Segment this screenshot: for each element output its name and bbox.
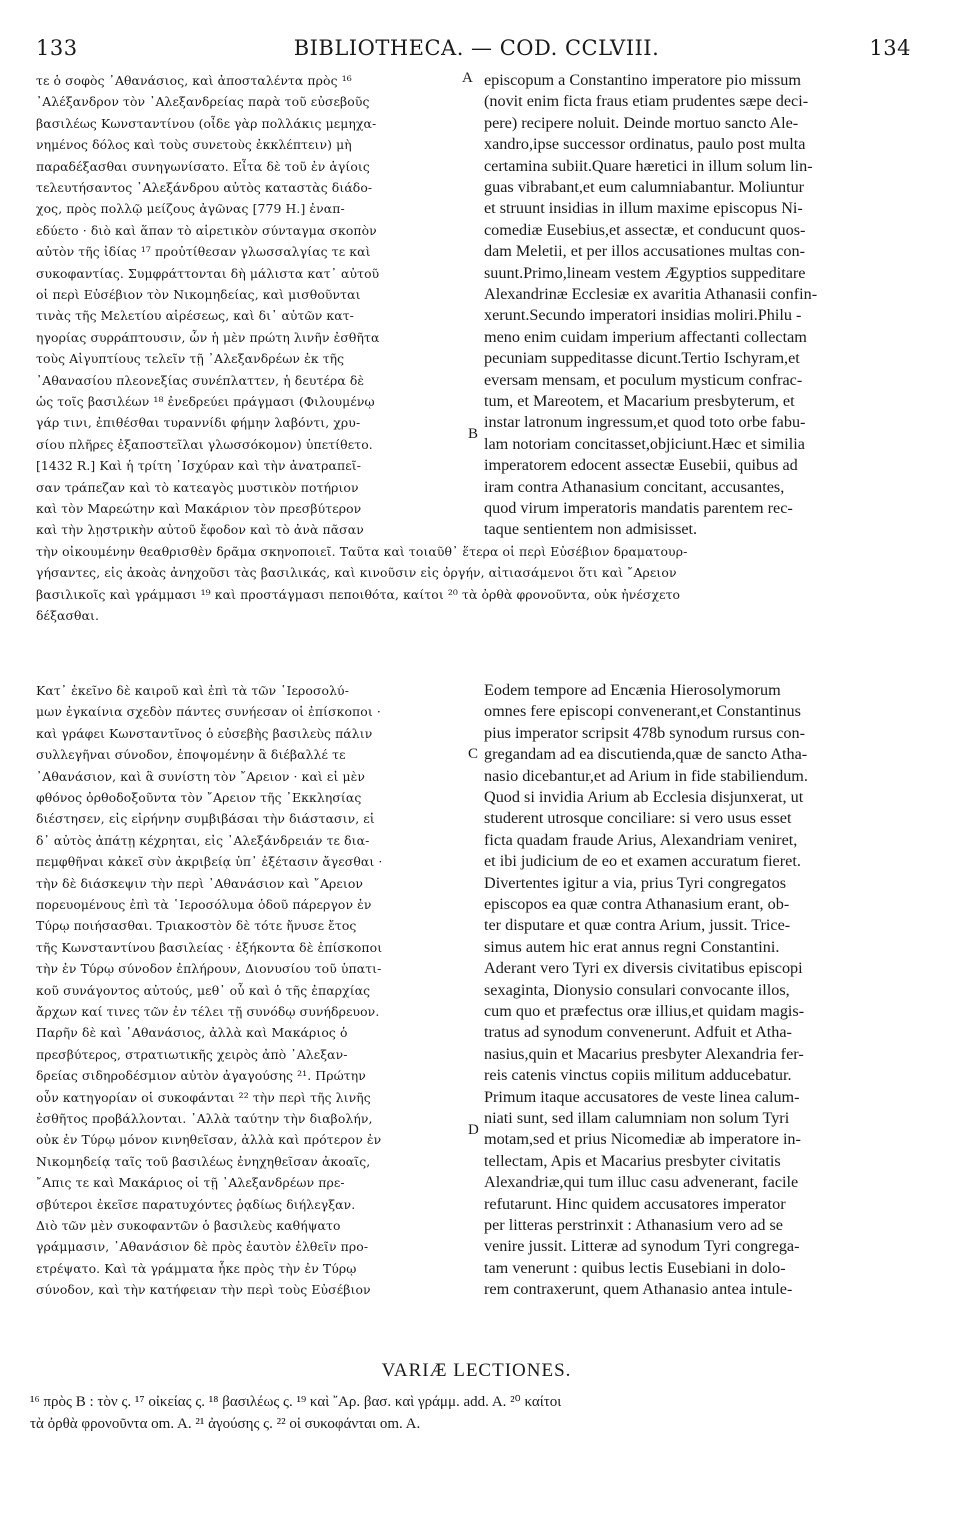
greek-line: ἐσθῆτος προβάλλονται. ᾿Αλλὰ ταύτην τὴν διαβολήν,: [36, 1111, 373, 1126]
greek-line: τινὰς τῆς Μελετίου αἱρέσεως, καὶ δι᾿ αὐτῶν κατ-: [36, 308, 354, 324]
latin-line: xerunt.Secundo imperatori insidias moliri.Philu -: [484, 306, 802, 325]
latin-line: (novit enim ficta fraus etiam prudentes sæpe deci-: [484, 92, 809, 111]
greek-line: δ᾿ αὐτὸς ἀπάτῃ κέχρηται, εἰς ᾿Αλεξάνδρειάν τε δια-: [36, 832, 370, 848]
greek-line: σύνοδον, καὶ τὴν κατήφειαν τὴν περὶ τοὺς Εὐσέβιον: [36, 1282, 371, 1298]
greek-line: πορευομένους ἐπὶ τὰ ῾Ιεροσόλυμα ὁδοῦ πάρεργον ἐν: [36, 897, 372, 912]
greek-line: βασιλέως Κωνσταντίνου (οἶδε γὰρ πολλάκις μεμηχα-: [36, 115, 377, 131]
greek-line: τὴν ἐν Τύρῳ σύνοδον ἐπλήρουν, Διονυσίου τοῦ ὑπατι-: [36, 961, 382, 977]
latin-line: niati sunt, sed illam calumniam non solum Tyri: [484, 1109, 790, 1127]
greek-line: ὡς τοῖς βασιλέων ¹⁸ ἐνεδρεύει πράγμασι (Φιλουμένῳ: [36, 394, 375, 409]
greek-full-line: τὴν οἰκουμένην θεαθρισθὲν δρᾶμα σκηνοποιεῖ. Ταῦτα καὶ τοιαῦθ᾿ ἕτερα οἱ περὶ Εὐσέβιον δραματουρ-: [36, 543, 688, 559]
latin-line: simus autem hic erat annus regni Constantini.: [484, 937, 780, 956]
margin-marker-d: D: [468, 1122, 479, 1138]
greek-line: Κατ᾿ ἐκεῖνο δὲ καιροῦ καὶ ἐπὶ τὰ τῶν ῾Ιεροσολύ-: [36, 683, 349, 698]
greek-line: συλλεγῆναι σύνοδον, ἐποψομένην ἃ διέβαλλέ τε: [36, 747, 346, 763]
greek-line: παραδέξασθαι συνηγωνίσατο. Εἶτα δὲ τοῦ ἐν ἁγίοις: [36, 158, 370, 174]
latin-line: suunt.Primo,lineam vestem Ægyptios suppeditare: [484, 263, 806, 282]
latin-line: Quod si invidia Arium ab Ecclesia disjunxerat, ut: [484, 788, 804, 806]
greek-line: γράμμασιν, ᾿Αθανάσιον δὲ πρὸς ἑαυτὸν ἐλθεῖν προ-: [36, 1239, 369, 1255]
latin-line: ficta quadam fraude Arius, Alexandriam veniret,: [484, 830, 798, 849]
greek-line: οὐκ ἐν Τύρῳ μόνον κινηθεῖσαν, ἀλλὰ καὶ πρότερον ἐν: [36, 1132, 382, 1148]
latin-line: Divertentes igitur a via, prius Tyri congregatos: [484, 873, 787, 892]
greek-line: καὶ τὴν λῃστρικὴν αὐτοῦ ἔφοδον καὶ τὸ ἀνὰ πᾶσαν: [36, 522, 364, 538]
latin-line: tratus ad synodum convenerunt. Adfuit et Atha-: [484, 1023, 792, 1042]
greek-line: ᾿Αλέξανδρον τὸν ᾿Αλεξανδρείας παρὰ τοῦ εὐσεβοῦς: [36, 94, 370, 110]
greek-full-line: βασιλικοῖς καὶ γράμμασι ¹⁹ καὶ προστάγμασι πεποιθότα, καίτοι ²⁰ τὰ ὀρθὰ φρονοῦντα, οὐκ ἠνέσχετο: [36, 586, 681, 602]
latin-line: iram contra Athanasium concitant, accusantes,: [484, 477, 785, 496]
latin-line: gregandam ad ea discutienda,quæ de sancto Atha-: [484, 745, 808, 764]
greek-line: διέστησεν, εἰς εἰρήνην συμβιβάσαι τὴν διάστασιν, εἰ: [36, 811, 375, 827]
greek-line: ῎Απις τε καὶ Μακάριος οἱ τῇ ᾿Αλεξανδρέων πρε-: [36, 1175, 345, 1191]
latin-line: guas vibrabant,et eum calumniabantur. Moliuntur: [484, 178, 805, 196]
greek-line: πρεσβύτερος, στρατιωτικῆς χειρὸς ἀπὸ ᾿Αλεξαν-: [36, 1046, 348, 1062]
page-header: [0, 36, 953, 66]
latin-line: imperatorem edocent assectæ Eusebii, quibus ad: [484, 456, 798, 475]
latin-line: refutarunt. Hinc quidem accusatores imperator: [484, 1194, 786, 1213]
greek-line: καὶ γράφει Κωνσταντῖνος ὁ εὐσεβὴς βασιλεὺς πάλιν: [36, 725, 373, 741]
latin-line: meno enim cuidam imperium affectanti collectam: [484, 327, 807, 346]
latin-line: certamina subiit.Quare hæretici in illum solum lin-: [484, 156, 813, 175]
greek-line: τοὺς Αἰγυπτίους τελεῖν τῇ ᾿Αλεξανδρέων ἐκ τῆς: [36, 351, 345, 367]
greek-line: ἄρχων καί τινες τῶν ἐν τέλει τῇ συνόδῳ συνήδρευον.: [36, 1004, 380, 1019]
greek-line: ηγορίας συρράπτουσιν, ὧν ἡ μὲν πρώτη λινῆν ἐσθῆτα: [36, 329, 380, 345]
latin-line: venire jussit. Litteræ ad synodum Tyri congrega-: [484, 1237, 800, 1256]
latin-line: comediæ Eusebius,et assectæ, et conducunt quos-: [484, 220, 806, 239]
greek-line: Διὸ τῶν μὲν συκοφαντῶν ὁ βασιλεὺς καθήψατο: [36, 1218, 341, 1233]
page-number-left: 133: [36, 36, 78, 60]
greek-line: ᾿Αθανασίου πλεονεξίας συνέπλαττεν, ἡ δευτέρα δὲ: [36, 372, 365, 388]
latin-line: lam notoriam concitasset,objiciunt.Hæc et similia: [484, 434, 805, 453]
running-title: BIBLIOTHECA. — COD. CCLVIII.: [293, 36, 660, 60]
greek-line: οἱ περὶ Εὐσέβιον τὸν Νικομηδείας, καὶ μισθοῦνται: [36, 287, 361, 302]
latin-line: episcopos ea quæ contra Athanasium erant, ob-: [484, 895, 790, 913]
page-number-right: 134: [869, 36, 911, 60]
margin-marker-c: C: [468, 746, 479, 762]
latin-line: studerent utrosque conciliare: si vero usus esset: [484, 809, 792, 828]
latin-line: eversam mensam, et poculum mysticum confrac-: [484, 370, 803, 389]
latin-line: ter disputare et quæ contra Arium, jussit. Trice-: [484, 916, 791, 935]
greek-line: πεμφθῆναι κἀκεῖ σὺν ἀκριβείᾳ ὑπ᾿ ἐξέτασιν ἄγεσθαι ·: [36, 854, 383, 870]
latin-line: tam venerunt : quibus lectis Eusebiani in dolo-: [484, 1258, 786, 1277]
variae-lectiones-title: VARIÆ LECTIONES.: [381, 1360, 572, 1381]
greek-line: εδύετο · διὸ καὶ ἅπαν τὸ αἱρετικὸν σύνταγμα σκοπὸν: [36, 222, 377, 238]
variae-line: ¹⁶ πρὸς B : τὸν ς. ¹⁷ οἰκείας ς. ¹⁸ βασιλέως ς. ¹⁹ καὶ ῎Αρ. βασ. καὶ γράμμ. add. A. ²⁰ καίτοι: [30, 1394, 562, 1410]
latin-line: episcopum a Constantino imperatore pio missum: [484, 71, 801, 89]
latin-line: taque sentientem non admisisset.: [484, 520, 698, 539]
latin-line: Aderant vero Tyri ex diversis civitatibus episcopi: [484, 959, 803, 978]
greek-line: Παρῆν δὲ καὶ ᾿Αθανάσιος, ἀλλὰ καὶ Μακάριος ὁ: [36, 1025, 348, 1041]
latin-line: quod virum imperatoris mandatis parentem rec-: [484, 499, 793, 517]
greek-line: δρείας σιδηροδέσμιον αὐτὸν ἀγαγούσης ²¹. Πρώτην: [36, 1068, 366, 1084]
latin-line: et struunt insidias in illum maxime episcopus Ni-: [484, 199, 803, 218]
greek-line: συκοφαντίας. Συμφράττονται δὴ μάλιστα κατ᾿ αὐτοῦ: [36, 265, 380, 281]
latin-line: rem contraxerunt, quem Athanasio antea intule-: [484, 1280, 793, 1299]
greek-full-line: γήσαντες, εἰς ἀκοὰς ἀνηχοῦσι τὰς βασιλικάς, καὶ κινοῦσιν εἰς ὀργήν, αἰτιασάμενοι ὅτι καὶ ῎Αρειον: [36, 565, 677, 581]
latin-line: pecuniam suppeditasse dicunt.Tertio Ischyram,et: [484, 349, 800, 368]
greek-line: τελευτήσαντος ᾿Αλεξάνδρου αὐτὸς καταστὰς διάδο-: [36, 180, 373, 195]
greek-line: σίου πλῆρες ἐξαποστεῖλαι γλωσσόκομον) ὑπετίθετο.: [36, 436, 373, 452]
greek-line: γάρ τινι, ἐπιθέσθαι τυραννίδι φήμην λαβόντι, χρυ-: [36, 415, 361, 431]
greek-line: σβύτεροι ἐκεῖσε παρατυχόντες ῥᾳδίως διήλεγξαν.: [36, 1196, 356, 1212]
greek-line: νημένος δόλος καὶ τοὺς συνετοὺς ἐκκλέπτειν) μὴ: [36, 137, 352, 153]
greek-line: τὴν δὲ διάσκεψιν τὴν περὶ ᾿Αθανάσιον καὶ ῎Αρειον: [36, 875, 364, 891]
latin-line: omnes fere episcopi convenerant,et Constantinus: [484, 702, 801, 721]
greek-line: αὐτὸν τῆς ἰδίας ¹⁷ προὐτίθεσαν γλωσσαλγίας τε καὶ: [36, 244, 371, 260]
latin-line: cum quo et præfectus oræ illius,et quidam magis-: [484, 1002, 805, 1020]
greek-line: Νικομηδείᾳ ταῖς τοῦ βασιλέως ἐνηχηθεῖσαν ἀκοαῖς,: [36, 1153, 371, 1169]
latin-line: nasius,quin et Macarius presbyter Alexandria fer-: [484, 1044, 804, 1063]
margin-marker-a: A: [462, 70, 473, 86]
latin-line: motam,sed et prius Nicomediæ ab imperatore in-: [484, 1130, 801, 1149]
greek-line: οὖν κατηγορίαν οἱ συκοφάνται ²² τὴν περὶ τῆς λινῆς: [36, 1089, 371, 1105]
greek-line: καὶ τὸν Μαρεώτην καὶ Μακάριον τὸν πρεσβύτερον: [36, 501, 362, 516]
latin-line: reis catenis vinctus copiis militum adducebatur.: [484, 1066, 792, 1085]
latin-line: per litteras perstrinxit : Athanasium vero ad se: [484, 1216, 783, 1234]
latin-line: tum, et Mareotem, et Macarium presbyterum, et: [484, 392, 795, 410]
latin-line: Alexandriæ,qui tum illuc casu advenerant, facile: [484, 1173, 799, 1192]
latin-line: Eodem tempore ad Encænia Hierosolymorum: [484, 681, 781, 699]
greek-full-line: δέξασθαι.: [36, 608, 100, 623]
latin-line: pius imperator scripsit 478b synodum rursus con-: [484, 723, 806, 742]
greek-line: Τύρῳ ποιήσασθαι. Τριακοστὸν δὲ τότε ἤνυσε ἔτος: [36, 918, 357, 934]
greek-line: τῆς Κωνσταντίνου βασιλείας · ἑξήκοντα δὲ ἐπίσκοποι: [36, 939, 383, 955]
latin-line: Primum itaque accusatores de veste linea calum-: [484, 1087, 800, 1106]
greek-line: μων ἐγκαίνια σχεδὸν πάντες συνήεσαν οἱ ἐπίσκοποι ·: [36, 704, 381, 720]
greek-line: κοῦ συνάγοντος αὐτούς, μεθ᾿ οὗ καὶ ὁ τῆς ἐπαρχίας: [36, 982, 371, 998]
greek-line: σαν τράπεζαν καὶ τὸ κατεαγὸς μυστικὸν ποτήριον: [36, 479, 359, 495]
latin-line: et ibi judicium de eo et examen accuratum fieret.: [484, 852, 801, 871]
latin-line: nasio dicebantur,et ad Arium in fide stabiliendum.: [484, 766, 808, 785]
latin-line: tellectam, Apis et Macarius presbyter civitatis: [484, 1151, 781, 1170]
greek-line: ᾿Αθανάσιον, καὶ ἃ συνίστη τὸν ῎Αρειον · καὶ εἰ μὲν: [36, 768, 365, 784]
latin-line: xandro,ipse successor ordinatus, paulo post multa: [484, 135, 806, 154]
latin-line: sexaginta, Dionysio consulari convocante illos,: [484, 980, 790, 999]
greek-line: χος, πρὸς πολλῷ μείζους ἀγῶνας [779 H.] ἐναπ-: [36, 201, 345, 217]
variae-line: τὰ ὀρθὰ φρονοῦντα om. A. ²¹ ἀγούσης ς. ²² οἱ συκοφάνται om. A.: [30, 1416, 421, 1432]
latin-line: pere) recipere noluit. Deinde mortuo sancto Ale-: [484, 113, 799, 132]
margin-marker-b: B: [468, 426, 479, 442]
latin-line: instar latronum ingressum,et quod toto orbe fabu-: [484, 413, 806, 432]
greek-line: ετρέψατο. Καὶ τὰ γράμματα ἧκε πρὸς τὴν ἐν Τύρῳ: [36, 1260, 357, 1276]
greek-line: φθόνος ὀρθοδοξοῦντα τὸν ῎Αρειον τῆς ᾿Εκκλησίας: [36, 790, 362, 805]
latin-line: dam Meletii, et per illos accusationes multas con-: [484, 242, 805, 261]
greek-line: τε ὁ σοφὸς ᾿Αθανάσιος, καὶ ἀποσταλέντα πρὸς ¹⁶: [36, 73, 352, 88]
greek-line: [1432 R.] Καὶ ἡ τρίτη ᾿Ισχύραν καὶ τὴν ἀνατραπεῖ-: [36, 458, 361, 474]
latin-line: Alexandrinæ Ecclesiæ ex avaritia Athanasii confin-: [484, 285, 818, 303]
